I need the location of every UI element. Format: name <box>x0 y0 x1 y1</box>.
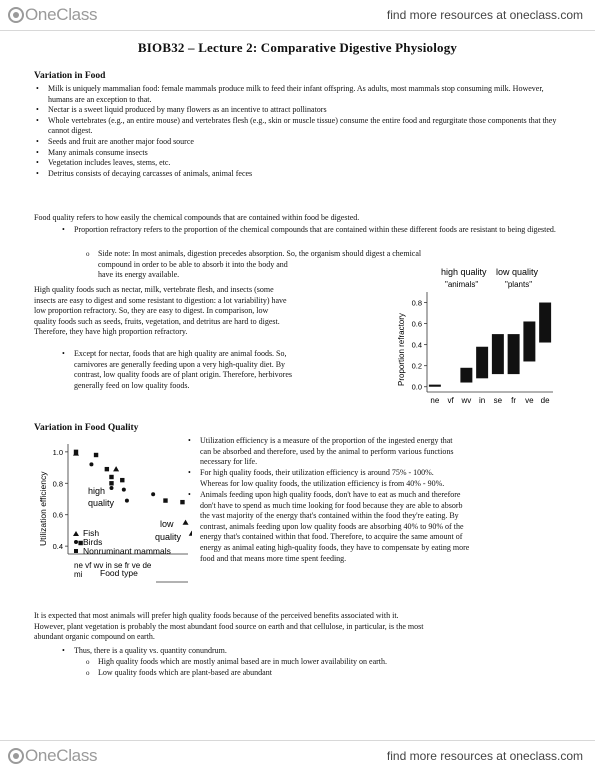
list-item: • Proportion refractory refers to the proportion of the chemical compounds that are contained within these different foods are resistant to being digested. <box>60 225 570 236</box>
mammal-point <box>94 453 98 457</box>
list-item <box>186 436 586 447</box>
y-tick-label: 0.6 <box>411 319 422 329</box>
oneclass-logo-icon <box>8 7 24 23</box>
y-tick-label: 0.4 <box>52 542 63 552</box>
x-axis-label: Food type <box>100 568 138 578</box>
paragraph-line: However, plant vegetation is probably the most abundant food source on earth and that cellulose, in particular, is the most <box>34 621 424 631</box>
fish-point <box>189 531 192 536</box>
proportion-refractory-chart <box>393 264 563 414</box>
y-axis-label: Proportion refractory <box>397 313 406 386</box>
section-heading-variation-in-food: Variation in Food <box>34 71 106 81</box>
y-tick-label: 0.4 <box>411 340 422 350</box>
refractory-bullet <box>60 225 570 236</box>
annotation-low-quality: quality <box>155 532 182 542</box>
section-heading-variation-in-food-quality: Variation in Food Quality <box>34 423 139 433</box>
x-tick-labels: ne vf wv in se fr ve de <box>74 561 152 570</box>
x-tick-label: vf <box>447 396 454 405</box>
oneclass-logo[interactable] <box>8 746 97 766</box>
bullet-2 <box>186 468 586 479</box>
oneclass-logo[interactable] <box>8 5 97 25</box>
list-item: • Nectar is a sweet liquid produced by many flowers as an incentive to attract pollinators <box>34 105 564 116</box>
paragraph-line: low proportion refractory. So, they are easy to digest. In comparison, low <box>34 306 269 316</box>
mammal-point <box>74 450 78 454</box>
paragraph-line: carnivores are generally feeding upon a very high-quality diet. By <box>74 359 286 369</box>
paragraph-line: can be absorbed and therefore, used by the animal to perform various functions <box>200 446 454 456</box>
paragraph-line: energy as animal eating high-quality foods, they have to compensate by eating more <box>200 542 470 552</box>
x-tick-label: fr <box>511 396 517 405</box>
paragraph-line: necessary for life. <box>200 457 258 467</box>
bird-point <box>109 486 113 490</box>
list-item: o Side note: In most animals, digestion precedes absorption. So, the organism should digest a chemical <box>84 249 574 260</box>
paragraph-line: It is expected that most animals will prefer high quality foods because of the perceived benefits associated with it. <box>34 611 399 620</box>
food-quality-paragraph: Food quality refers to how easily the chemical compounds that are contained within food be digested. <box>34 213 360 222</box>
legend-birds: Birds <box>83 537 103 547</box>
bird-point <box>89 462 93 466</box>
bottom-bar <box>0 740 595 771</box>
bullet-3 <box>186 490 586 501</box>
list-item: • Milk is uniquely mammalian food: female mammals produce milk to feed their infant offspring. As adults, most mammals stop consuming milk. However, humans are an exception to that. <box>34 84 564 105</box>
list-item: • Many animals consume insects <box>34 148 564 159</box>
annotation-high-quality: quality <box>88 498 115 508</box>
paragraph-line: Therefore, they have high proportion refractory. <box>34 327 188 337</box>
bird-point <box>151 492 155 496</box>
find-resources-link[interactable]: find more resources at oneclass.com <box>386 749 583 763</box>
annotation-low: low <box>160 519 174 529</box>
bird-point <box>125 499 129 503</box>
list-item: • Detritus consists of decaying carcasses of animals, animal feces <box>34 169 564 180</box>
legend-birds-marker <box>74 540 78 544</box>
food-bullet-list <box>34 84 564 179</box>
conundrum-bullet <box>60 646 560 657</box>
paragraph-line: contrast, low quality foods are of plant origin. Therefore, herbivores <box>74 370 293 380</box>
quality-vs-quantity-paragraph <box>34 611 579 643</box>
mammal-point <box>109 481 113 485</box>
list-item: • Whole vertebrates (e.g., an entire mouse) and vertebrates flesh (e.g., skin or muscle tissue) consume the entire food and regurgitate those components that they cannot digest. <box>34 116 564 137</box>
list-item <box>60 349 390 391</box>
x-tick-label: ne <box>430 396 440 405</box>
paragraph-line: generally feed on low quality foods. <box>74 380 190 390</box>
side-note-line-2: compound in order to be able to absorb it into the body and <box>98 259 288 269</box>
fish-point <box>183 520 189 525</box>
x-tick-label: in <box>479 396 486 405</box>
bullet-1-cont <box>200 447 590 468</box>
fish-point <box>113 466 119 471</box>
refractory-bar-ve <box>523 321 535 361</box>
y-tick-label: 0.0 <box>411 382 422 392</box>
list-item: o High quality foods which are mostly animal based are in much lower availability on earth. <box>84 657 564 668</box>
paragraph-line: don't have to spend as much time looking for food because they are able to absorb <box>200 500 463 510</box>
top-bar <box>0 0 595 31</box>
chart-title-high-quality: high quality <box>441 267 487 277</box>
list-item <box>186 490 586 501</box>
paragraph-line: • Utilization efficiency is a measure of the proportion of the ingested energy that <box>200 436 453 445</box>
side-note-bullet <box>84 249 574 260</box>
chart-title-low-quality: low quality <box>496 267 539 277</box>
mammal-point <box>120 478 124 482</box>
y-tick-label: 0.2 <box>411 361 422 371</box>
bird-point <box>122 488 126 492</box>
refractory-bar-ne <box>429 385 441 387</box>
mammal-point <box>180 500 184 504</box>
paragraph-line: contrast, animals feeding upon low quality foods are absorbing 40% to 90% of the <box>200 521 464 531</box>
oneclass-logo-icon <box>8 748 24 764</box>
availability-sub-bullets <box>84 657 564 678</box>
legend-fish-marker <box>73 531 79 536</box>
list-item: • Thus, there is a quality vs. quantity conundrum. <box>60 646 560 657</box>
logo-text: OneClass <box>25 746 98 765</box>
paragraph-line: energy that's contained within that food. Therefore, to acquire the same amount of <box>200 532 463 542</box>
y-tick-label: 0.8 <box>411 298 422 308</box>
utilization-efficiency-chart <box>34 436 192 586</box>
page-title: BIOB32 – Lecture 2: Comparative Digestive Physiology <box>137 40 458 55</box>
mammal-point <box>163 498 167 502</box>
annotation-high: high <box>88 486 106 496</box>
bullet-3-cont <box>200 501 592 565</box>
y-axis-label: Utilization efficiency <box>38 471 48 546</box>
y-tick-label: 1.0 <box>52 447 63 457</box>
paragraph-line: quality foods such as seeds, fruits, vegetation, and detritus are hard to digest. <box>34 316 280 326</box>
chart-bars <box>429 303 551 387</box>
legend-mammals-marker <box>74 549 78 553</box>
mammal-point <box>105 467 109 471</box>
paragraph-line: High quality foods such as nectar, milk, vertebrate flesh, and insects (some <box>34 285 274 294</box>
chart-subtitle-animals: "animals" <box>445 280 479 289</box>
paragraph-line: • Animals feeding upon high quality foods, don't have to eat as much and therefore <box>200 490 461 499</box>
side-note-line-3: have its energy available. <box>98 270 180 280</box>
except-nectar-bullet <box>60 349 390 391</box>
legend-mammals: Nonruminant mammals <box>83 546 171 556</box>
refractory-bar-de <box>539 303 551 343</box>
chart-subtitle-plants: "plants" <box>505 280 533 289</box>
list-item: • Seeds and fruit are another major food source <box>34 137 564 148</box>
x-tick-label: de <box>540 396 550 405</box>
list-item: • Vegetation includes leaves, stems, etc. <box>34 158 564 169</box>
bullet-1 <box>186 436 586 447</box>
legend-fish: Fish <box>83 528 100 538</box>
refractory-bar-se <box>492 334 504 374</box>
paragraph-line: the vast majority of the energy that's contained within the food they're eating. By <box>200 511 459 521</box>
x-tick-label: se <box>493 396 503 405</box>
refractory-bar-fr <box>508 334 520 374</box>
paragraph-line: food and that means more time spent feeding. <box>200 553 347 563</box>
x-tick-label: ve <box>525 396 534 405</box>
list-item <box>186 468 586 479</box>
list-item: o Low quality foods which are plant-based are abundant <box>84 668 564 679</box>
find-resources-link[interactable]: find more resources at oneclass.com <box>386 8 583 22</box>
paragraph-line: insects are easy to digest and some resistant to digestion: a lot variability) have <box>34 295 287 305</box>
high-quality-paragraph <box>34 285 399 338</box>
mammal-point <box>109 475 113 479</box>
paragraph-line: • Except for nectar, foods that are high quality are animal foods. So, <box>74 349 287 358</box>
refractory-bar-in <box>476 347 488 379</box>
refractory-bar-wv <box>460 368 472 383</box>
paragraph-line: abundant organic compound on earth. <box>34 632 155 642</box>
y-tick-label: 0.6 <box>52 510 63 520</box>
paragraph-line: Whereas for low quality foods, the utilization efficiency is from 40% - 90%. <box>200 478 445 488</box>
x-tick-label-mi: mi <box>74 570 83 579</box>
y-tick-label: 0.8 <box>52 479 63 489</box>
logo-text: OneClass <box>25 5 98 24</box>
x-tick-label: wv <box>461 396 472 405</box>
paragraph-line: • For high quality foods, their utilization efficiency is around 75% - 100%. <box>200 468 434 477</box>
